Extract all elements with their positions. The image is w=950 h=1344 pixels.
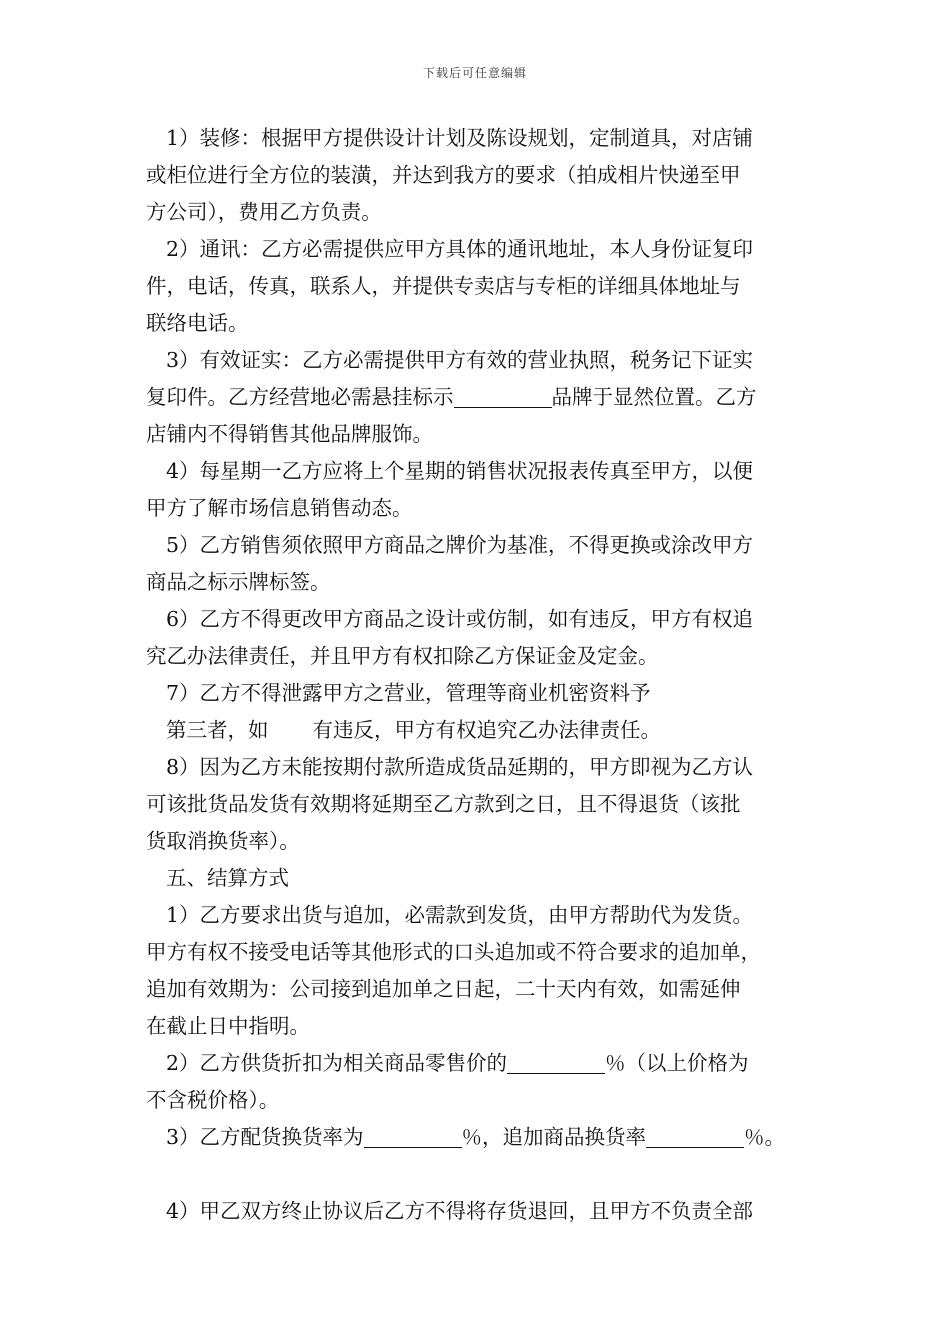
clause-1-decoration: 1）装修：根据甲方提供设计计划及陈设规划，定制道具，对店铺 或柜位进行全方位的装潢，并达到我方的要求（拍成相片快递至甲 方公司），费用乙方负责。 [146,126,754,224]
brand-blank [454,385,552,408]
settlement-4: 4）甲乙双方终止协议后乙方不得将存货退回，且甲方不负责全部 [166,1199,754,1223]
added-exchange-rate-blank [646,1125,744,1148]
clause-8-delay: 8）因为乙方未能按期付款所造成货品延期的，甲方即视为乙方认 可该批货品发货有效期将延期至乙方款到之日，且不得退货（该批 货取消换货率）。 [146,755,754,853]
clause-5-pricing: 5）乙方销售须依照甲方商品之牌价为基准，不得更换或涂改甲方 商品之标示牌标签。 [146,533,754,594]
clause-7-confidentiality: 7）乙方不得泄露甲方之营业，管理等商业机密资料予 第三者，如 有违反，甲方有权追究乙办法律责任。 [166,681,661,742]
clause-3-certificates: 3）有效证实：乙方必需提供甲方有效的营业执照，税务记下证实 复印件。乙方经营地必需悬挂标示 品牌于显然位置。乙方 店铺内不得销售其他品牌服饰。 [146,348,757,446]
clause-2-communication: 2）通讯：乙方必需提供应甲方具体的通讯地址，本人身份证复印 件，电话，传真，联系人，并提供专卖店与专柜的详细具体地址与 联络电话。 [146,237,754,335]
exchange-rate-blank [364,1125,462,1148]
settlement-2: 2）乙方供货折扣为相关商品零售价的 ％（以上价格为 不含税价格）。 [146,1051,749,1112]
clause-4-sales-report: 4）每星期一乙方应将上个星期的销售状况报表传真至甲方，以便 甲方了解市场信息销售动态。 [146,459,754,520]
discount-blank [507,1051,605,1074]
document-body [146,120,816,1230]
clause-6-design: 6）乙方不得更改甲方商品之设计或仿制，如有违反，甲方有权追 究乙办法律责任，并且甲方有权扣除乙方保证金及定金。 [146,607,754,668]
settlement-1: 1）乙方要求出货与追加，必需款到发货，由甲方帮助代为发货。 甲方有权不接受电话等其他形式的口头追加或不符合要求的追加单， 追加有效期为：公司接到追加单之日起，二十天内有效，如需延伸 在截止日中指明。 [146,903,761,1038]
page-header: 下载后可任意编辑 [422,66,527,80]
section-heading: 五、结算方式 [166,866,289,890]
settlement-3: 3）乙方配货换货率为 ％，追加商品换货率 ％。 [166,1125,786,1149]
